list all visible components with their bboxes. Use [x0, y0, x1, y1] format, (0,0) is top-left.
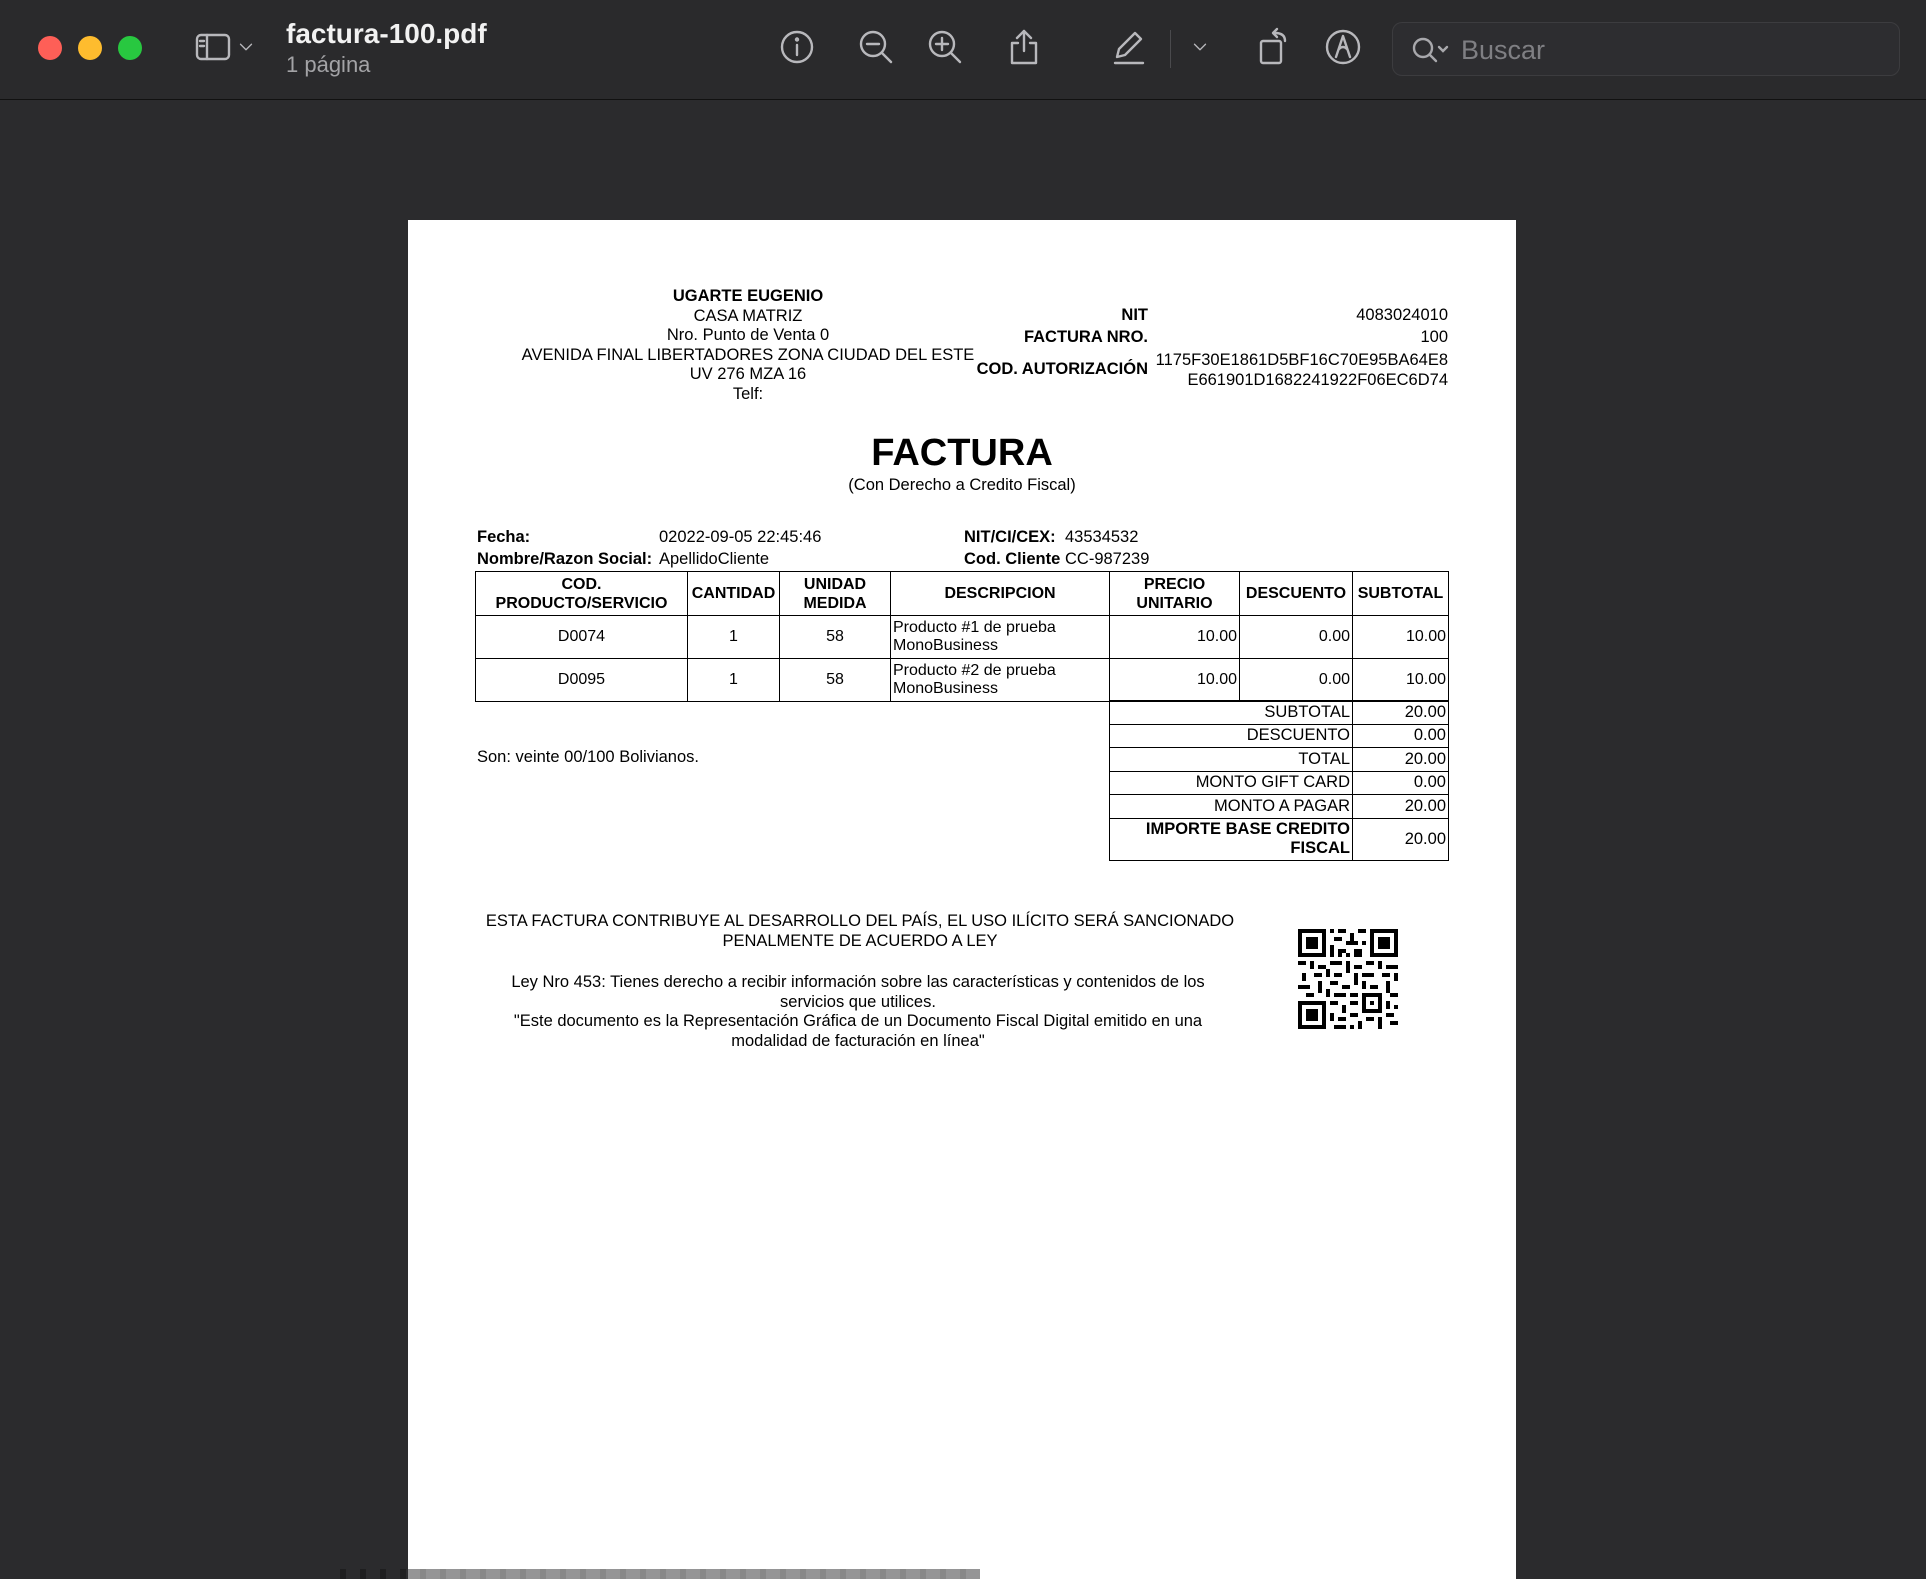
document-viewer[interactable] [0, 101, 1926, 1478]
search-field[interactable] [1392, 22, 1900, 76]
amount-in-words: Son: veinte 00/100 Bolivianos. [477, 748, 699, 766]
table-row [476, 659, 1449, 702]
totals-row-total [1110, 748, 1449, 772]
item-codigo: D0095 [476, 659, 688, 702]
total-value: 20.00 [1353, 701, 1449, 725]
items-table-header [476, 572, 1449, 616]
issuer-address-line2: UV 276 MZA 16 [689, 365, 807, 383]
info-icon [777, 27, 817, 67]
total-label: MONTO GIFT CARD [1110, 771, 1353, 795]
col-cantidad: CANTIDAD [688, 572, 780, 616]
legal-ley-notice [498, 973, 1218, 1051]
legal-notice [470, 912, 1250, 951]
item-precio: 10.00 [1110, 659, 1240, 702]
total-label: SUBTOTAL [1110, 701, 1353, 725]
total-value: 20.00 [1353, 795, 1449, 819]
totals-row-monto-pagar [1110, 795, 1449, 819]
maximize-window-button[interactable] [118, 36, 142, 60]
auth-code-value [1143, 350, 1448, 390]
issuer-branch: CASA MATRIZ [693, 306, 803, 325]
markup-pen-icon [1109, 27, 1149, 67]
chevron-down-icon [1189, 36, 1211, 58]
cod-cliente-value: CC-987239 [1065, 550, 1150, 568]
item-descripcion: Producto #1 de prueba MonoBusiness [891, 616, 1110, 659]
total-label: TOTAL [1110, 748, 1353, 772]
window-subtitle: 1 página [286, 52, 371, 77]
legal-line2: PENALMENTE DE ACUERDO A LEY [722, 931, 998, 950]
window-title: factura-100.pdf [286, 18, 487, 49]
qr-code [1298, 929, 1398, 1029]
nit-ci-label: NIT/CI/CEX: [964, 528, 1056, 546]
share-button[interactable] [1001, 24, 1047, 70]
factura-number-value: 100 [1420, 328, 1448, 346]
item-descuento: 0.00 [1240, 616, 1353, 659]
col-descuento: DESCUENTO [1240, 572, 1353, 616]
nit-value: 4083024010 [1356, 306, 1448, 324]
total-label: DESCUENTO [1110, 724, 1353, 748]
issuer-name: UGARTE EUGENIO [672, 287, 824, 305]
document-title: FACTURA [871, 432, 1053, 474]
col-codigo: COD. PRODUCTO/SERVICIO [476, 572, 688, 616]
issuer-address-line1: AVENIDA FINAL LIBERTADORES ZONA CIUDAD DEL ESTE [521, 345, 975, 364]
items-table [475, 571, 1449, 702]
totals-row-gift-card [1110, 771, 1449, 795]
zoom-in-button[interactable] [922, 24, 968, 70]
ley-line2: servicios que utilices. [780, 992, 936, 1011]
importe-base-label: IMPORTE BASE CREDITO FISCAL [1110, 818, 1353, 860]
col-descripcion: DESCRIPCION [891, 572, 1110, 616]
auth-code-line2: E661901D1682241922F06EC6D74 [1187, 371, 1448, 389]
rotate-button[interactable] [1250, 24, 1296, 70]
search-input[interactable] [1461, 31, 1881, 69]
auth-code-label: COD. AUTORIZACIÓN [976, 360, 1148, 378]
total-label: MONTO A PAGAR [1110, 795, 1353, 819]
ley-line1: Ley Nro 453: Tienes derecho a recibir información sobre las características y contenidos de los [511, 973, 1205, 991]
col-precio: PRECIO UNITARIO [1110, 572, 1240, 616]
item-precio: 10.00 [1110, 616, 1240, 659]
item-subtotal: 10.00 [1353, 659, 1449, 702]
table-row [476, 616, 1449, 659]
representation-line2: modalidad de facturación en línea" [731, 1031, 985, 1050]
totals-row-subtotal [1110, 701, 1449, 725]
importe-base-value: 20.00 [1353, 818, 1449, 860]
zoom-in-icon [925, 27, 965, 67]
info-button[interactable] [774, 24, 820, 70]
nit-ci-value: 43534532 [1065, 528, 1139, 546]
annotate-icon [1323, 27, 1363, 67]
chevron-down-icon [235, 36, 257, 58]
totals-row-descuento [1110, 724, 1449, 748]
item-unidad: 58 [780, 659, 891, 702]
share-icon [1004, 27, 1044, 67]
pdf-page [408, 220, 1516, 1579]
window-titlebar [0, 0, 1926, 100]
sidebar-toggle-button[interactable] [190, 24, 236, 70]
markup-button[interactable] [1106, 24, 1152, 70]
toolbar-separator [1170, 30, 1171, 68]
item-unidad: 58 [780, 616, 891, 659]
col-unidad: UNIDAD MEDIDA [780, 572, 891, 616]
annotate-button[interactable] [1320, 24, 1366, 70]
col-subtotal: SUBTOTAL [1353, 572, 1449, 616]
item-subtotal: 10.00 [1353, 616, 1449, 659]
minimize-window-button[interactable] [78, 36, 102, 60]
auth-code-line1: 1175F30E1861D5BF16C70E95BA64E8 [1155, 351, 1448, 369]
issuer-point-of-sale: Nro. Punto de Venta 0 [666, 326, 830, 344]
item-descripcion: Producto #2 de prueba MonoBusiness [891, 659, 1110, 702]
nit-label: NIT [1121, 306, 1148, 324]
total-value: 0.00 [1353, 771, 1449, 795]
rotate-icon [1253, 27, 1293, 67]
item-descuento: 0.00 [1240, 659, 1353, 702]
fecha-value: 02022-09-05 22:45:46 [659, 528, 822, 546]
nombre-label: Nombre/Razon Social: [477, 550, 653, 568]
fecha-label: Fecha: [477, 528, 531, 546]
factura-number-label: FACTURA NRO. [1023, 328, 1148, 346]
close-window-button[interactable] [38, 36, 62, 60]
document-subtitle: (Con Derecho a Credito Fiscal) [848, 476, 1076, 494]
totals-table [1109, 700, 1449, 861]
markup-options-button[interactable] [1186, 24, 1214, 70]
sidebar-options-button[interactable] [232, 24, 260, 70]
nombre-value: ApellidoCliente [659, 550, 770, 568]
zoom-out-icon [856, 27, 896, 67]
total-value: 20.00 [1353, 748, 1449, 772]
cod-cliente-label: Cod. Cliente [964, 550, 1061, 568]
search-icon [1409, 34, 1449, 66]
item-cantidad: 1 [688, 659, 780, 702]
item-cantidad: 1 [688, 616, 780, 659]
zoom-out-button[interactable] [853, 24, 899, 70]
sidebar-icon [193, 27, 233, 67]
issuer-phone: Telf: [732, 384, 764, 403]
representation-line1: "Este documento es la Representación Gráfica de un Documento Fiscal Digital emitido en una [513, 1012, 1203, 1030]
legal-line1: ESTA FACTURA CONTRIBUYE AL DESARROLLO DEL PAÍS, EL USO ILÍCITO SERÁ SANCIONADO [485, 912, 1235, 930]
item-codigo: D0074 [476, 616, 688, 659]
page-shadow [340, 1569, 980, 1579]
total-value: 0.00 [1353, 724, 1449, 748]
totals-row-importe-base [1110, 818, 1449, 860]
